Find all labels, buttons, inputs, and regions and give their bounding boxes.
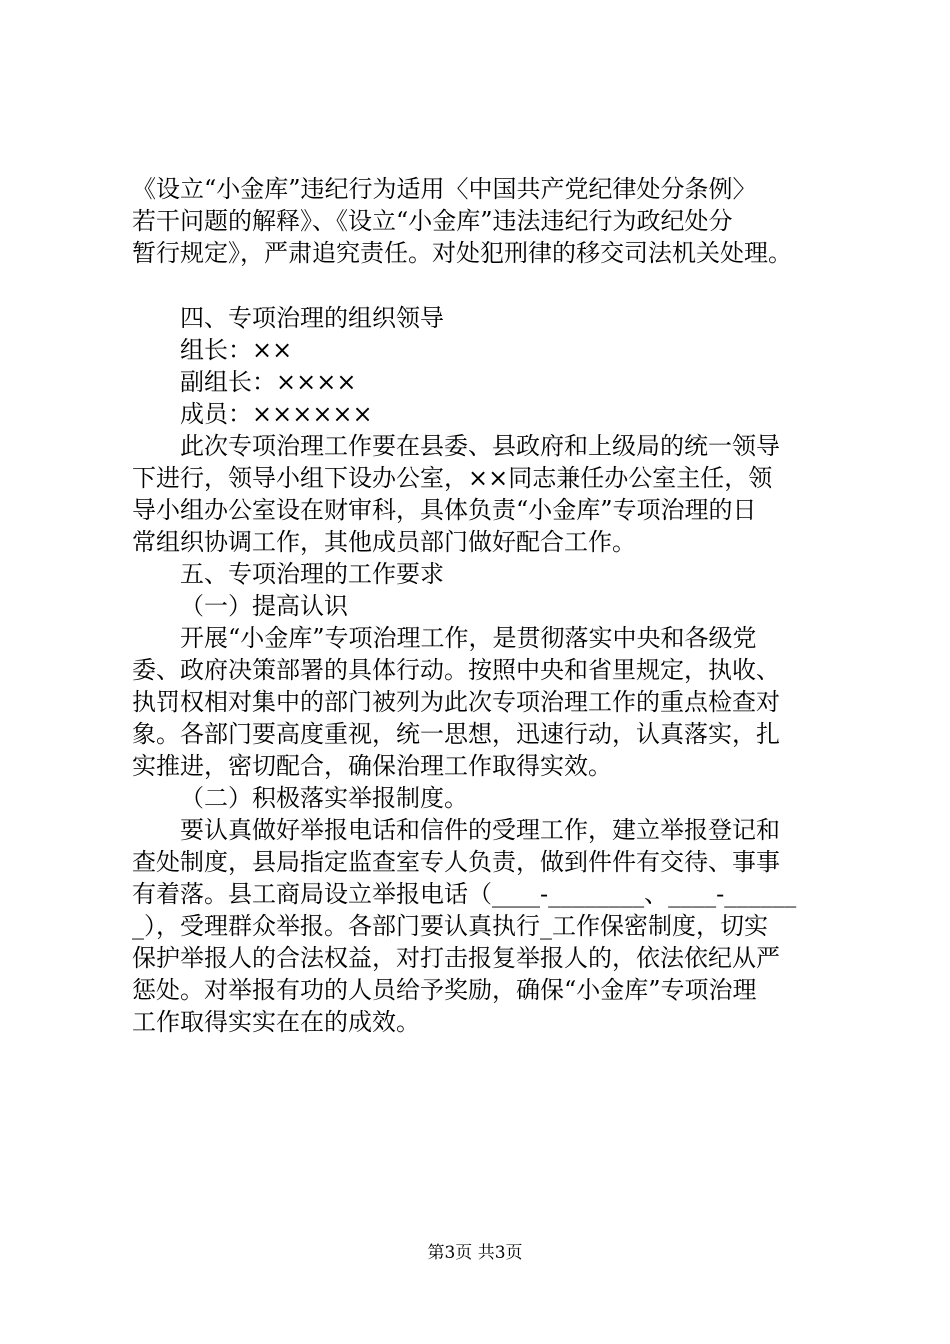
text-line: 保护举报人的合法权益，对打击报复举报人的，依法依纪从严	[132, 944, 780, 972]
text-line: 委、政府决策部署的具体行动。按照中央和省里规定，执收、	[132, 656, 780, 684]
text-line: 开展“小金库”专项治理工作，是贯彻落实中央和各级党	[180, 624, 757, 652]
section-5	[132, 558, 832, 1038]
text-line: 导小组办公室设在财审科，具体负责“小金库”专项治理的日	[132, 496, 757, 524]
text-line: 实推进，密切配合，确保治理工作取得实效。	[132, 752, 612, 780]
text-line: 象。各部门要高度重视，统一思想，迅速行动，认真落实，扎	[132, 720, 780, 748]
text-line: 常组织协调工作，其他成员部门做好配合工作。	[132, 528, 636, 556]
section-heading: 五、专项治理的工作要求	[180, 560, 444, 588]
section-4	[132, 302, 832, 558]
text-line: 要认真做好举报电话和信件的受理工作，建立举报登记和	[180, 816, 780, 844]
paragraph-continuation	[132, 173, 832, 269]
deputy-leader-line: 副组长：××××	[180, 368, 357, 396]
members-line: 成员：××××××	[180, 400, 373, 428]
subsection-heading: （一）提高认识	[180, 592, 348, 620]
text-line: 若干问题的解释》、《设立“小金库”违法违纪行为政纪处分	[132, 207, 733, 235]
text-line: 惩处。对举报有功的人员给予奖励，确保“小金库”专项治理	[132, 976, 757, 1004]
text-line: _），受理群众举报。各部门要认真执行_工作保密制度，切实	[132, 912, 768, 940]
text-line: 此次专项治理工作要在县委、县政府和上级局的统一领导	[180, 432, 780, 460]
text-line: 执罚权相对集中的部门被列为此次专项治理工作的重点检查对	[132, 688, 780, 716]
paragraph-gap	[132, 269, 832, 302]
subsection-heading: （二）积极落实举报制度。	[180, 784, 468, 812]
text-line: 工作取得实实在在的成效。	[132, 1008, 420, 1036]
text-line: 查处制度，县局指定监查室专人负责，做到件件有交待、事事	[132, 848, 780, 876]
section-heading: 四、专项治理的组织领导	[180, 304, 444, 332]
text-line: 《设立“小金库”违纪行为适用〈中国共产党纪律处分条例〉	[132, 175, 757, 203]
text-line: 有着落。县工商局设立举报电话（____-________、____-______	[132, 880, 797, 908]
text-line: 暂行规定》，严肃追究责任。对处犯刑律的移交司法机关处理。	[132, 239, 792, 267]
document-body	[132, 173, 832, 1038]
page-footer: 第3页 共3页	[427, 1243, 523, 1263]
leader-line: 组长：××	[180, 336, 293, 364]
text-line: 下进行，领导小组下设办公室，××同志兼任办公室主任，领	[132, 464, 773, 492]
